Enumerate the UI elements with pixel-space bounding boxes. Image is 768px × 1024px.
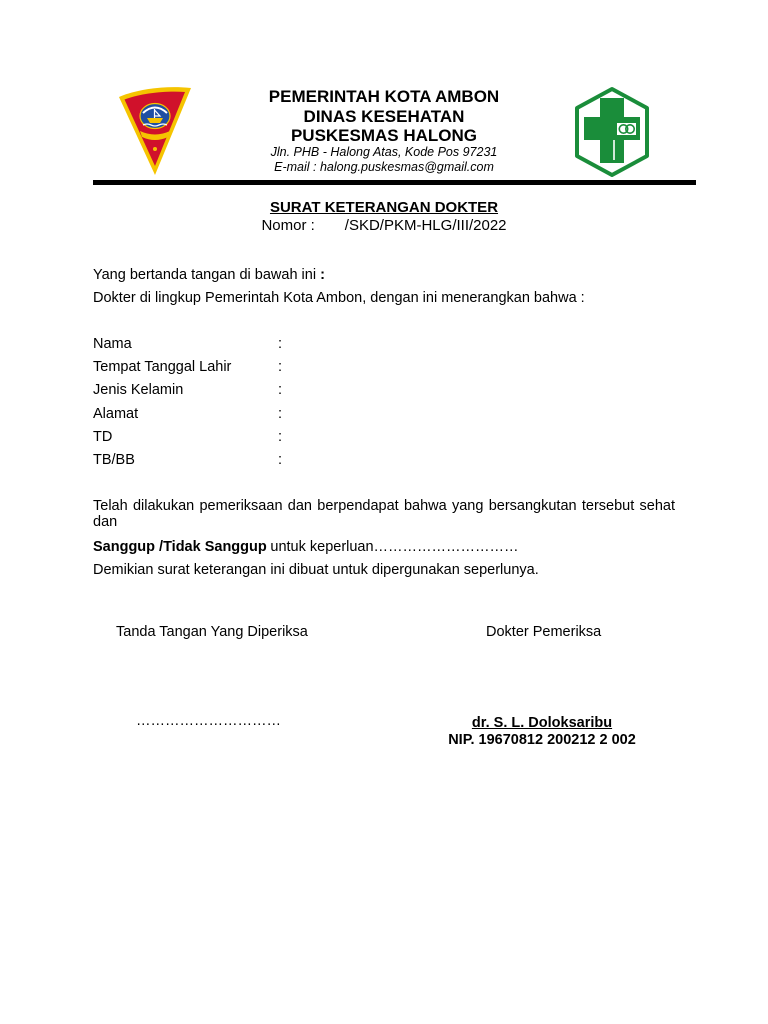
field-colon: : [278, 359, 283, 375]
fitness-decision-line [93, 539, 519, 556]
intro-line [93, 267, 325, 284]
examination-statement: Telah dilakukan pemeriksaan dan berpendapat bahwa yang bersangkutan tersebut sehat dan [93, 498, 675, 530]
field-row-height-weight [93, 452, 393, 469]
field-row-address [93, 406, 393, 423]
examinee-signature-label: Tanda Tangan Yang Diperiksa [116, 624, 308, 640]
field-colon: : [278, 382, 283, 398]
field-label: Alamat [93, 406, 139, 422]
field-row-birth [93, 359, 393, 376]
field-row-nama [93, 336, 393, 353]
field-label: TD [93, 429, 113, 445]
document-title: SURAT KETERANGAN DOKTER [269, 199, 499, 216]
field-label: TB/BB [93, 452, 135, 468]
letterhead-line-government: PEMERINTAH KOTA AMBON [268, 87, 500, 106]
examinee-signature-line: ………………………… [136, 713, 281, 729]
document-number-value: /SKD/PKM-HLG/III/2022 [344, 217, 507, 234]
field-label: Nama [93, 336, 132, 352]
intro-colon: : [320, 267, 325, 283]
ambon-city-emblem-icon [117, 85, 193, 177]
field-colon: : [278, 429, 283, 445]
doctor-signature-label: Dokter Pemeriksa [486, 624, 602, 640]
field-label: Tempat Tanggal Lahir [93, 359, 232, 375]
fitness-purpose: untuk keperluan………………………… [270, 539, 519, 555]
doctor-name: dr. S. L. Doloksaribu [471, 715, 613, 731]
letterhead-line-clinic: PUSKESMAS HALONG [290, 126, 478, 145]
field-colon: : [278, 406, 283, 422]
field-colon: : [278, 336, 283, 352]
document-number-label: Nomor : [261, 217, 315, 234]
puskesmas-logo-icon [573, 86, 651, 178]
doctor-nip: NIP. 19670812 200212 2 002 [448, 732, 636, 748]
field-colon: : [278, 452, 283, 468]
fitness-options: Sanggup /Tidak Sanggup [93, 539, 267, 555]
intro-declaration: Dokter di lingkup Pemerintah Kota Ambon, dengan ini menerangkan bahwa : [93, 290, 585, 306]
field-row-gender [93, 382, 393, 399]
field-label: Jenis Kelamin [93, 382, 184, 398]
closing-sentence: Demikian surat keterangan ini dibuat untuk dipergunakan seperlunya. [93, 562, 539, 578]
letterhead-divider [93, 180, 696, 185]
intro-text: Yang bertanda tangan di bawah ini [93, 267, 317, 283]
field-row-blood-pressure [93, 429, 393, 446]
letterhead-line-department: DINAS KESEHATAN [303, 106, 465, 126]
letterhead-email: E-mail : halong.puskesmas@gmail.com [274, 159, 494, 174]
document-number [184, 217, 584, 235]
letterhead-address: Jln. PHB - Halong Atas, Kode Pos 97231 [270, 144, 498, 159]
